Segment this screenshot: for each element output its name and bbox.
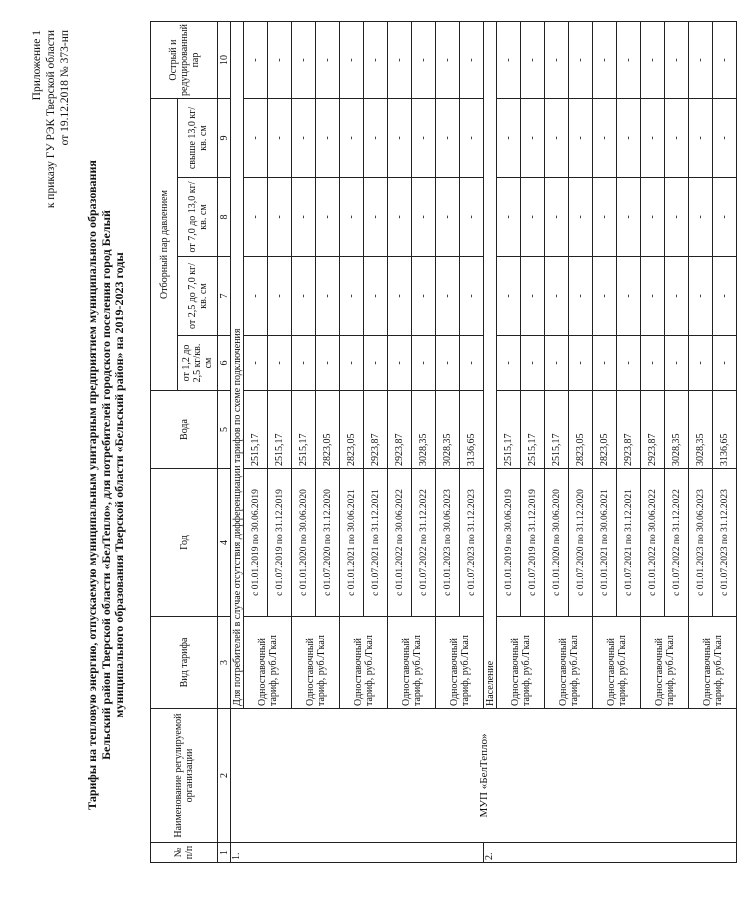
steam-p3-value: -	[364, 178, 388, 257]
steam-p2-value: -	[593, 257, 617, 336]
water-value: 2923,87	[388, 391, 412, 469]
water-value: 3028,35	[665, 391, 689, 469]
section-number: 2.	[484, 843, 737, 863]
period: с 01.07.2023 по 31.12.2023	[460, 469, 484, 617]
steam-p1-value: -	[436, 336, 460, 391]
steam-p4-value: -	[569, 99, 593, 178]
steam-p3-value: -	[412, 178, 436, 257]
steam-p3-value: -	[713, 178, 737, 257]
steam-p2-value: -	[497, 257, 521, 336]
title-line-3: муниципального образования Тверской области «Бельский район» на 2019-2023 годы	[112, 252, 126, 718]
steam-p2-value: -	[713, 257, 737, 336]
period: с 01.07.2021 по 31.12.2021	[364, 469, 388, 617]
table-body	[231, 22, 737, 863]
steam-sharp-value: -	[268, 22, 292, 99]
col-number: 2	[218, 709, 231, 843]
header-water: Вода	[151, 391, 218, 469]
appendix-line-3: от 19.12.2018 № 373-нп	[59, 30, 71, 146]
header-p1: от 1,2 до 2,5 кг/кв. см	[178, 336, 218, 391]
col-number: 3	[218, 617, 231, 709]
table-header	[151, 22, 231, 863]
steam-sharp-value: -	[412, 22, 436, 99]
tariff-type: Одноставочный тариф, руб./Гкал	[340, 617, 388, 709]
steam-p4-value: -	[268, 99, 292, 178]
water-value: 2515,17	[244, 391, 268, 469]
steam-sharp-value: -	[569, 22, 593, 99]
steam-p4-value: -	[713, 99, 737, 178]
steam-p3-value: -	[436, 178, 460, 257]
water-value: 2515,17	[521, 391, 545, 469]
header-steam-group: Отборный пар давлением	[151, 99, 178, 391]
steam-p3-value: -	[244, 178, 268, 257]
steam-p1-value: -	[617, 336, 641, 391]
steam-p3-value: -	[545, 178, 569, 257]
steam-p3-value: -	[641, 178, 665, 257]
water-value: 2515,17	[268, 391, 292, 469]
tariff-type: Одноставочный тариф, руб./Гкал	[545, 617, 593, 709]
col-number: 8	[218, 178, 231, 257]
steam-p1-value: -	[412, 336, 436, 391]
steam-p4-value: -	[617, 99, 641, 178]
steam-p2-value: -	[689, 257, 713, 336]
steam-p1-value: -	[665, 336, 689, 391]
column-number-row	[218, 22, 231, 863]
tariff-table	[150, 21, 737, 863]
steam-p3-value: -	[665, 178, 689, 257]
period: с 01.01.2023 по 30.06.2023	[436, 469, 460, 617]
steam-p1-value: -	[593, 336, 617, 391]
col-number: 5	[218, 391, 231, 469]
tariff-type: Одноставочный тариф, руб./Гкал	[689, 617, 737, 709]
steam-sharp-value: -	[364, 22, 388, 99]
steam-p1-value: -	[713, 336, 737, 391]
steam-p1-value: -	[244, 336, 268, 391]
steam-p2-value: -	[436, 257, 460, 336]
steam-sharp-value: -	[617, 22, 641, 99]
tariff-type: Одноставочный тариф, руб./Гкал	[292, 617, 340, 709]
steam-p3-value: -	[292, 178, 316, 257]
steam-sharp-value: -	[460, 22, 484, 99]
steam-sharp-value: -	[316, 22, 340, 99]
document-title	[86, 155, 127, 815]
water-value: 2823,05	[340, 391, 364, 469]
steam-p1-value: -	[316, 336, 340, 391]
steam-p2-value: -	[641, 257, 665, 336]
period: с 01.07.2023 по 31.12.2023	[713, 469, 737, 617]
steam-p4-value: -	[521, 99, 545, 178]
steam-sharp-value: -	[521, 22, 545, 99]
col-number: 9	[218, 99, 231, 178]
period: с 01.01.2019 по 30.06.2019	[497, 469, 521, 617]
steam-p1-value: -	[689, 336, 713, 391]
steam-p2-value: -	[617, 257, 641, 336]
steam-p3-value: -	[497, 178, 521, 257]
period: с 01.07.2021 по 31.12.2021	[617, 469, 641, 617]
steam-p1-value: -	[268, 336, 292, 391]
steam-p4-value: -	[340, 99, 364, 178]
steam-sharp-value: -	[641, 22, 665, 99]
appendix-note	[30, 30, 72, 208]
period: с 01.01.2019 по 30.06.2019	[244, 469, 268, 617]
steam-sharp-value: -	[593, 22, 617, 99]
water-value: 2515,17	[292, 391, 316, 469]
period: с 01.01.2021 по 30.06.2021	[593, 469, 617, 617]
tariff-type: Одноставочный тариф, руб./Гкал	[641, 617, 689, 709]
section-number: 1.	[231, 843, 484, 863]
period: с 01.07.2019 по 31.12.2019	[521, 469, 545, 617]
steam-p4-value: -	[244, 99, 268, 178]
period: с 01.01.2020 по 30.06.2020	[292, 469, 316, 617]
steam-p1-value: -	[364, 336, 388, 391]
steam-p2-value: -	[364, 257, 388, 336]
steam-sharp-value: -	[665, 22, 689, 99]
steam-p3-value: -	[617, 178, 641, 257]
steam-p4-value: -	[292, 99, 316, 178]
steam-p1-value: -	[641, 336, 665, 391]
section-row	[231, 22, 244, 863]
steam-p4-value: -	[665, 99, 689, 178]
water-value: 2515,17	[545, 391, 569, 469]
water-value: 2923,87	[617, 391, 641, 469]
steam-p3-value: -	[340, 178, 364, 257]
steam-p3-value: -	[689, 178, 713, 257]
steam-p4-value: -	[412, 99, 436, 178]
water-value: 2823,05	[316, 391, 340, 469]
water-value: 2515,17	[497, 391, 521, 469]
steam-sharp-value: -	[689, 22, 713, 99]
steam-sharp-value: -	[340, 22, 364, 99]
steam-p2-value: -	[316, 257, 340, 336]
col-number: 4	[218, 469, 231, 617]
tariff-type: Одноставочный тариф, руб./Гкал	[244, 617, 292, 709]
header-num: № п/п	[151, 843, 218, 863]
water-value: 2823,05	[569, 391, 593, 469]
steam-p2-value: -	[412, 257, 436, 336]
header-p4: свыше 13,0 кг/кв. см	[178, 99, 218, 178]
steam-p4-value: -	[364, 99, 388, 178]
steam-p3-value: -	[460, 178, 484, 257]
steam-p2-value: -	[521, 257, 545, 336]
steam-p4-value: -	[641, 99, 665, 178]
steam-sharp-value: -	[545, 22, 569, 99]
steam-p3-value: -	[569, 178, 593, 257]
header-sharp-steam: Острый и редуцированный пар	[151, 22, 218, 99]
steam-sharp-value: -	[244, 22, 268, 99]
steam-p3-value: -	[521, 178, 545, 257]
water-value: 3028,35	[436, 391, 460, 469]
steam-p1-value: -	[388, 336, 412, 391]
col-number: 1	[218, 843, 231, 863]
title-line-1: Тарифы на тепловую энергию, отпускаемую муниципальным унитарным предприятием муниципального образования	[85, 160, 99, 810]
steam-p4-value: -	[388, 99, 412, 178]
steam-sharp-value: -	[497, 22, 521, 99]
steam-sharp-value: -	[436, 22, 460, 99]
period: с 01.01.2022 по 30.06.2022	[641, 469, 665, 617]
steam-p4-value: -	[545, 99, 569, 178]
steam-p3-value: -	[268, 178, 292, 257]
period: с 01.07.2022 по 31.12.2022	[412, 469, 436, 617]
steam-p2-value: -	[244, 257, 268, 336]
header-tariff-type: Вид тарифа	[151, 617, 218, 709]
period: с 01.07.2022 по 31.12.2022	[665, 469, 689, 617]
tariff-type: Одноставочный тариф, руб./Гкал	[388, 617, 436, 709]
section-label: Население	[484, 22, 497, 709]
steam-p4-value: -	[689, 99, 713, 178]
steam-p1-value: -	[497, 336, 521, 391]
water-value: 3028,35	[412, 391, 436, 469]
steam-p4-value: -	[593, 99, 617, 178]
header-p3: от 7,0 до 13,0 кг/кв. см	[178, 178, 218, 257]
water-value: 3136,65	[460, 391, 484, 469]
steam-p2-value: -	[665, 257, 689, 336]
period: с 01.01.2021 по 30.06.2021	[340, 469, 364, 617]
steam-p1-value: -	[292, 336, 316, 391]
steam-p1-value: -	[340, 336, 364, 391]
header-org: Наименование регулируемой организации	[151, 709, 218, 843]
steam-p2-value: -	[388, 257, 412, 336]
steam-p1-value: -	[460, 336, 484, 391]
steam-p1-value: -	[569, 336, 593, 391]
steam-p2-value: -	[460, 257, 484, 336]
water-value: 3136,65	[713, 391, 737, 469]
col-number: 7	[218, 257, 231, 336]
steam-sharp-value: -	[713, 22, 737, 99]
steam-p1-value: -	[545, 336, 569, 391]
steam-p3-value: -	[388, 178, 412, 257]
water-value: 2823,05	[593, 391, 617, 469]
steam-p4-value: -	[436, 99, 460, 178]
header-year: Год	[151, 469, 218, 617]
steam-p3-value: -	[316, 178, 340, 257]
appendix-line-2: к приказу ГУ РЭК Тверской области	[45, 30, 57, 209]
steam-p2-value: -	[340, 257, 364, 336]
tariff-type: Одноставочный тариф, руб./Гкал	[497, 617, 545, 709]
appendix-line-1: Приложение 1	[31, 30, 43, 101]
steam-p4-value: -	[497, 99, 521, 178]
tariff-type: Одноставочный тариф, руб./Гкал	[593, 617, 641, 709]
header-p2: от 2,5 до 7,0 кг/кв. см	[178, 257, 218, 336]
col-number: 10	[218, 22, 231, 99]
steam-p2-value: -	[545, 257, 569, 336]
period: с 01.07.2020 по 31.12.2020	[316, 469, 340, 617]
steam-p1-value: -	[521, 336, 545, 391]
water-value: 3028,35	[689, 391, 713, 469]
period: с 01.07.2019 по 31.12.2019	[268, 469, 292, 617]
section-label: Для потребителей в случае отсутствия дифференциации тарифов по схеме подключения	[231, 22, 244, 709]
water-value: 2923,87	[364, 391, 388, 469]
organization-name: МУП «БелТепло»	[231, 709, 737, 843]
steam-sharp-value: -	[292, 22, 316, 99]
period: с 01.01.2022 по 30.06.2022	[388, 469, 412, 617]
period: с 01.07.2020 по 31.12.2020	[569, 469, 593, 617]
steam-p2-value: -	[268, 257, 292, 336]
tariff-type: Одноставочный тариф, руб./Гкал	[436, 617, 484, 709]
title-line-2: Бельский район Тверской области «БелТепло», для потребителей городского поселения город Белый	[98, 210, 113, 760]
steam-p2-value: -	[292, 257, 316, 336]
steam-p2-value: -	[569, 257, 593, 336]
steam-p4-value: -	[460, 99, 484, 178]
water-value: 2923,87	[641, 391, 665, 469]
col-number: 6	[218, 336, 231, 391]
steam-p3-value: -	[593, 178, 617, 257]
steam-sharp-value: -	[388, 22, 412, 99]
period: с 01.01.2020 по 30.06.2020	[545, 469, 569, 617]
steam-p4-value: -	[316, 99, 340, 178]
period: с 01.01.2023 по 30.06.2023	[689, 469, 713, 617]
